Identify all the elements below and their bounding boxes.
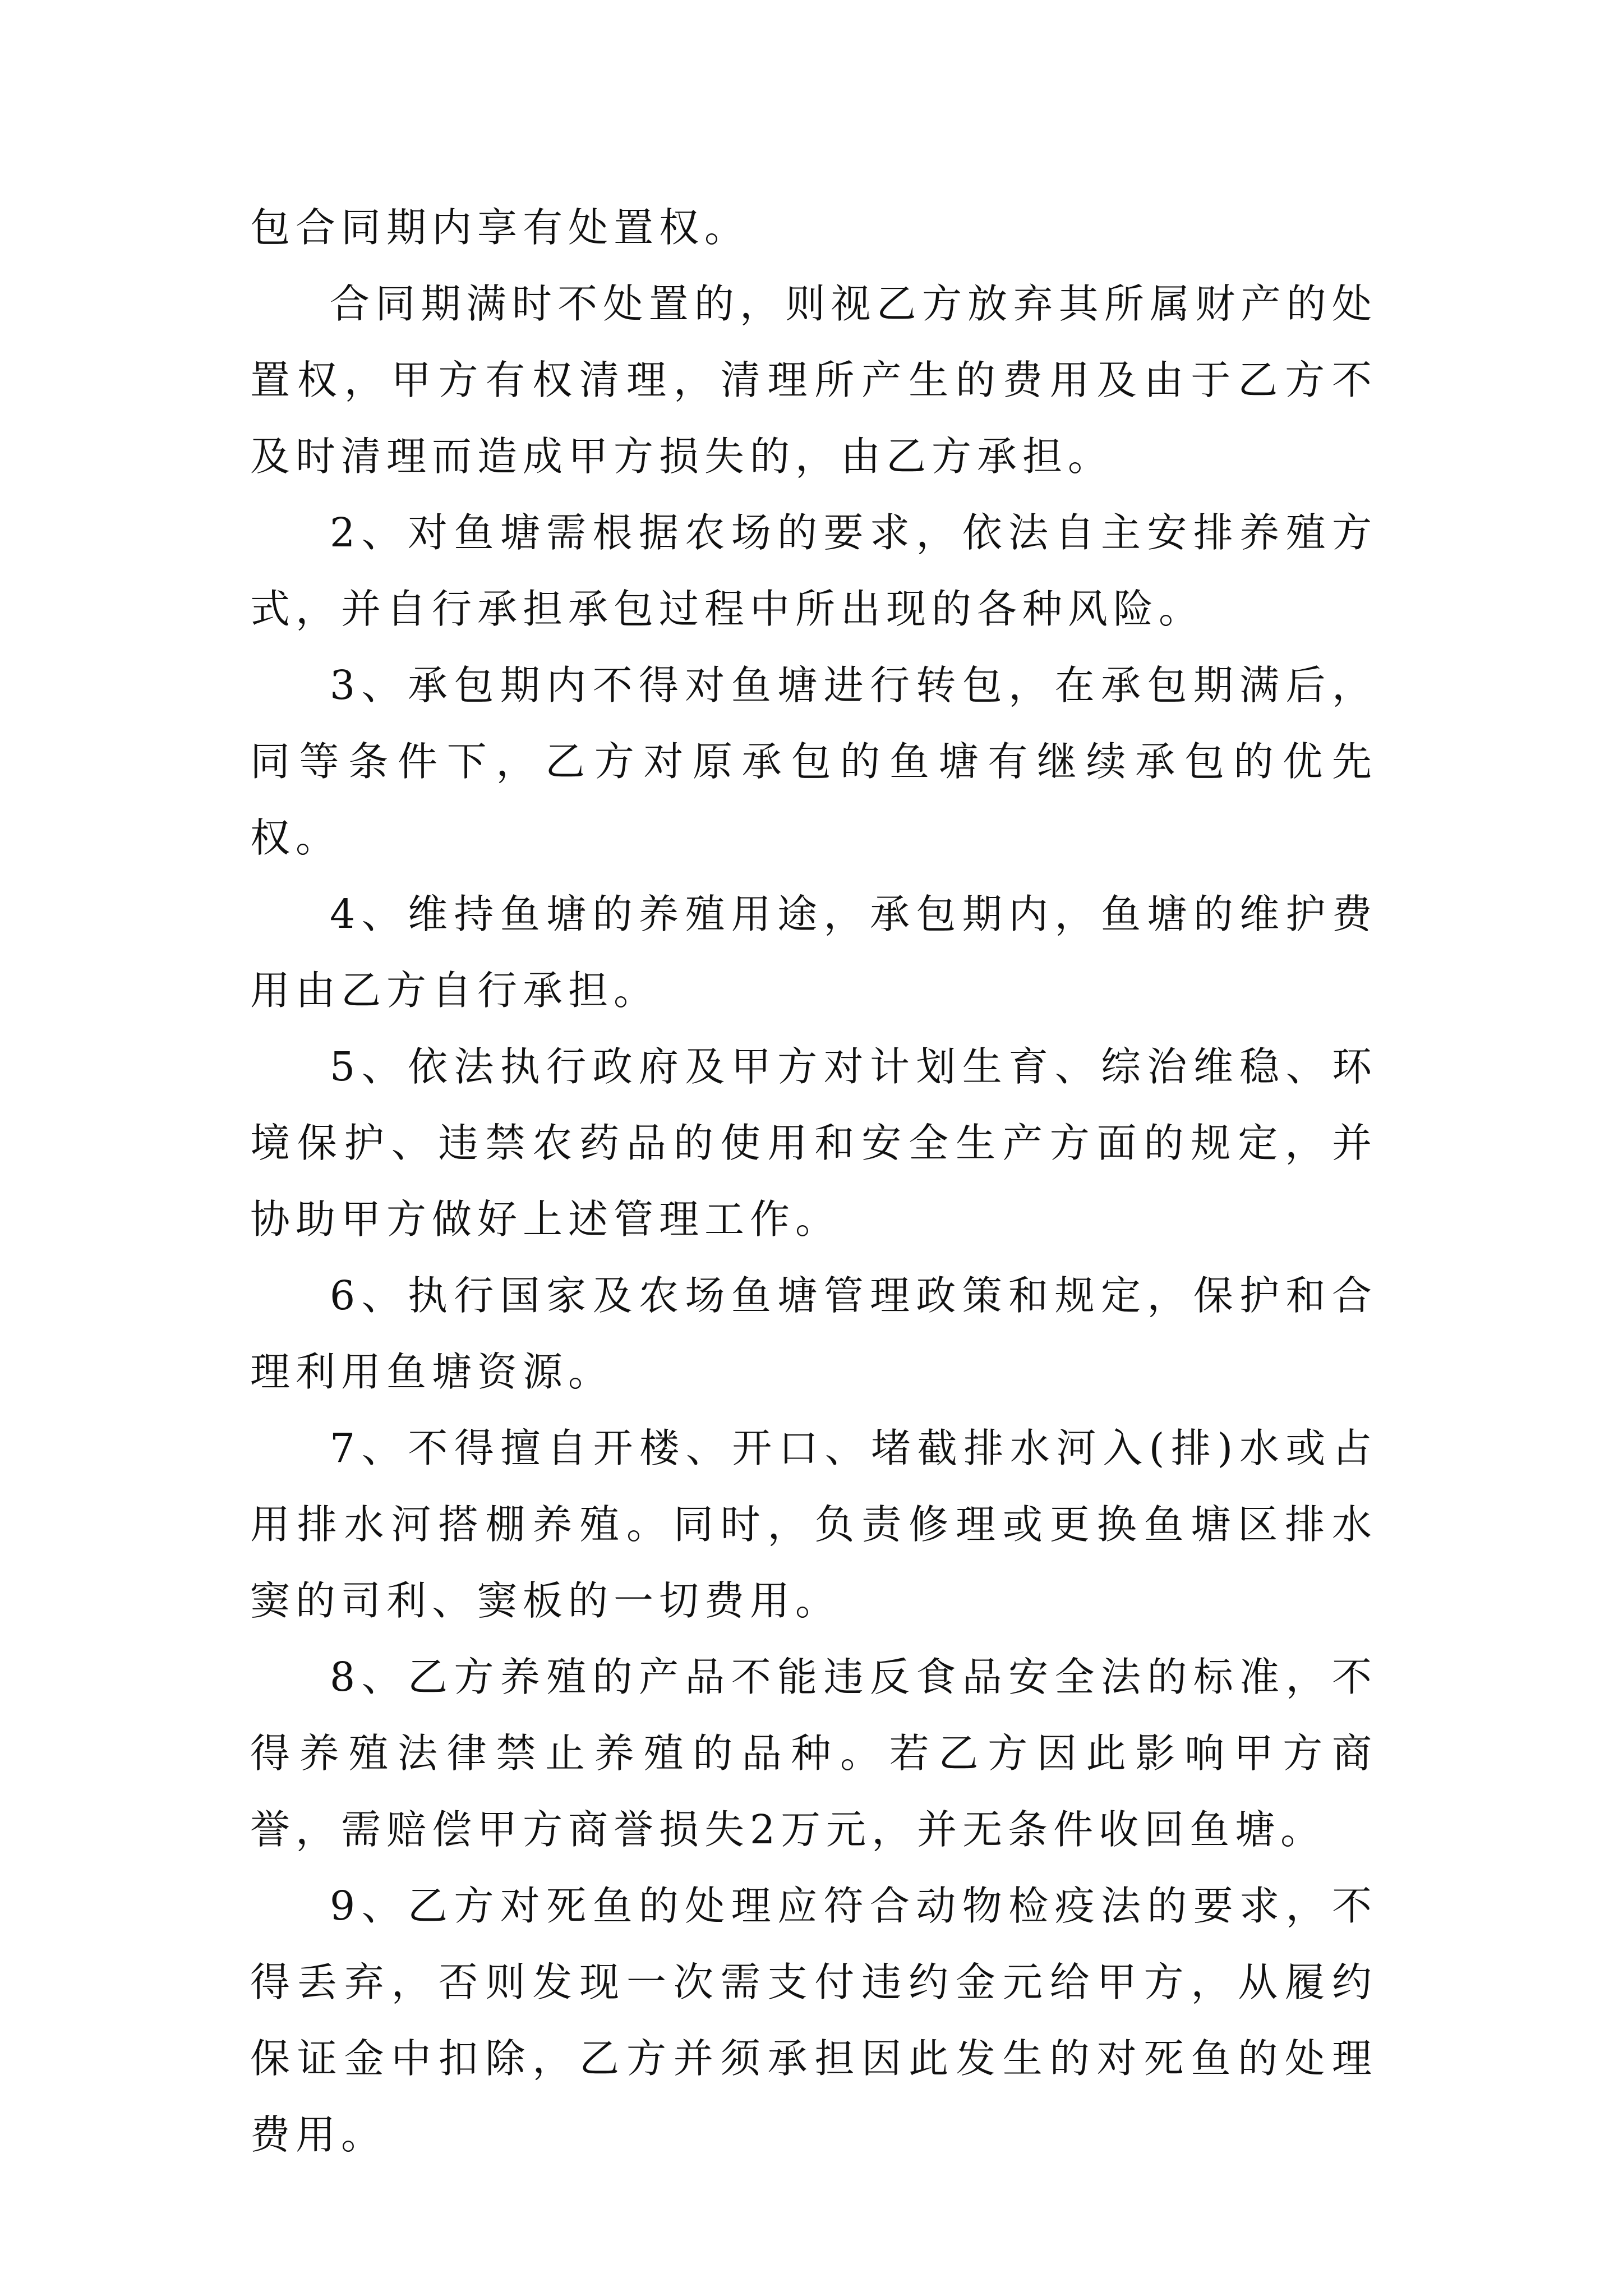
- clause-5: 5、依法执行政府及甲方对计划生育、综治维稳、环境保护、违禁农药品的使用和安全生产方面的规定，并协助甲方做好上述管理工作。: [250, 1043, 1377, 1243]
- paragraph-continuation: 包合同期内享有处置权。: [250, 204, 750, 251]
- clause-8: 8、乙方养殖的产品不能违反食品安全法的标准，不得养殖法律禁止养殖的品种。若乙方因此影响甲方商誉，需赔偿甲方商誉损失2万元，并无条件收回鱼塘。: [250, 1654, 1377, 1853]
- clause-9: 9、乙方对死鱼的处理应符合动物检疫法的要求，不得丢弃，否则发现一次需支付违约金元给甲方，从履约保证金中扣除，乙方并须承担因此发生的对死鱼的处理费用。: [250, 1883, 1377, 2158]
- paragraph-disposal-expiry: 合同期满时不处置的，则视乙方放弃其所属财产的处置权，甲方有权清理，清理所产生的费用及由于乙方不及时清理而造成甲方损失的，由乙方承担。: [250, 280, 1377, 480]
- clause-2: 2、对鱼塘需根据农场的要求，依法自主安排养殖方式，并自行承担承包过程中所出现的各种风险。: [250, 509, 1377, 632]
- clause-3: 3、承包期内不得对鱼塘进行转包，在承包期满后，同等条件下，乙方对原承包的鱼塘有继续承包的优先权。: [250, 662, 1377, 861]
- clause-6: 6、执行国家及农场鱼塘管理政策和规定，保护和合理利用鱼塘资源。: [250, 1272, 1377, 1395]
- clause-4: 4、维持鱼塘的养殖用途，承包期内，鱼塘的维护费用由乙方自行承担。: [250, 891, 1377, 1014]
- document-body: [250, 190, 1377, 2173]
- clause-7: 7、不得擅自开楼、开口、堵截排水河入(排)水或占用排水河搭棚养殖。同时，负责修理或更换鱼塘区排水窦的司利、窦板的一切费用。: [250, 1425, 1377, 1624]
